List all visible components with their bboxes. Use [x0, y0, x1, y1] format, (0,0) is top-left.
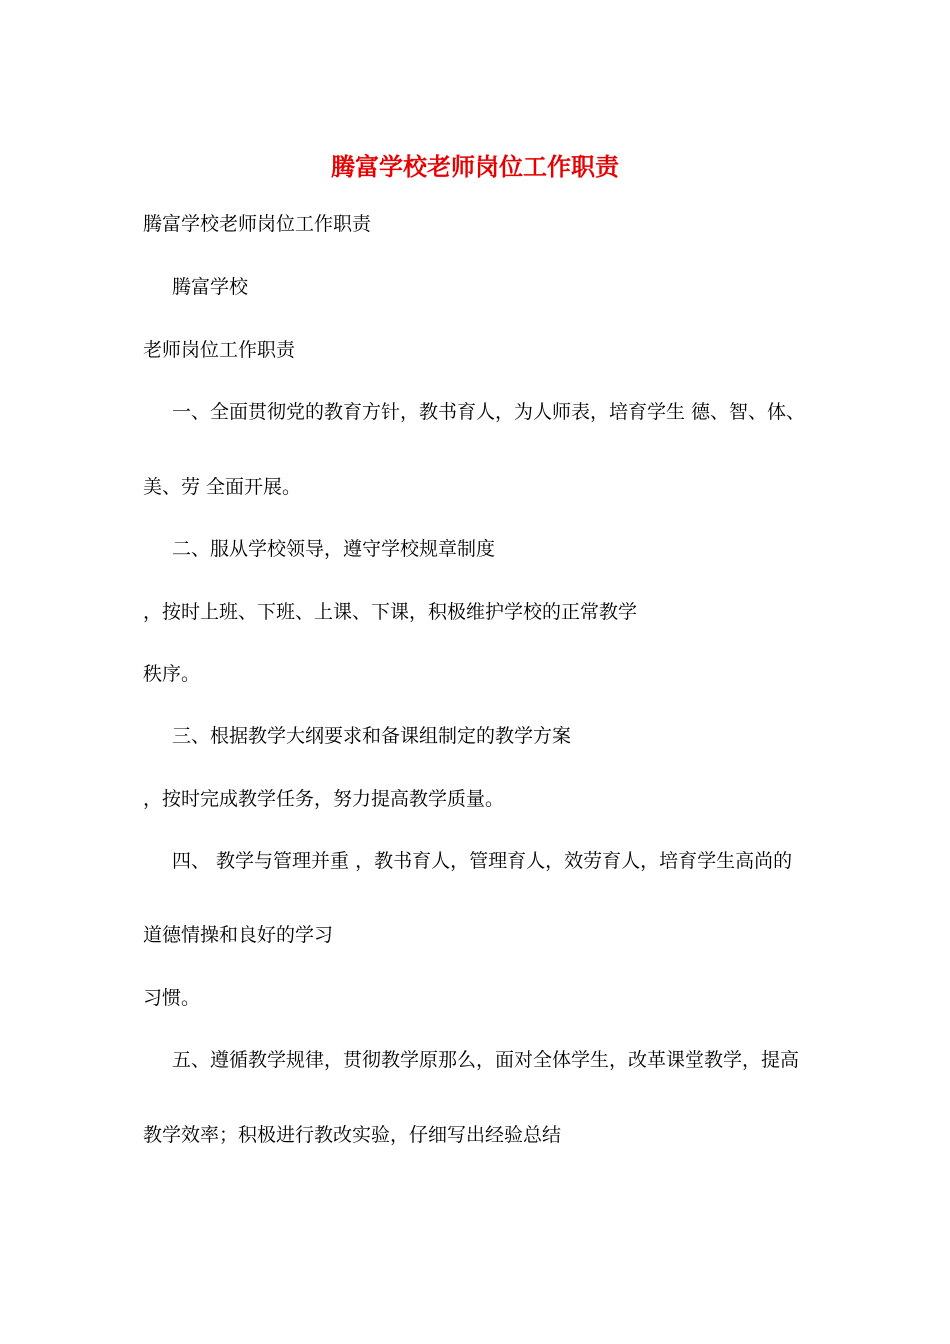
- text-line-11: 四、 教学与管理并重 ，教书育人，管理育人，效劳育人，培育学生高尚的: [172, 850, 793, 872]
- text-line-7: ，按时上班、下班、上课、下课，积极维护学校的正常教学: [143, 601, 638, 623]
- text-line-14: 五、遵循教学规律，贯彻教学原那么，面对全体学生，改革课堂教学，提高: [172, 1049, 800, 1071]
- text-line-6: 二、服从学校领导，遵守学校规章制度: [172, 538, 496, 560]
- text-line-10: ，按时完成教学任务，努力提高教学质量。: [143, 788, 505, 810]
- text-line-4: 一、全面贯彻党的教育方针，教书育人，为人师表，培育学生 德、智、体、: [172, 401, 806, 423]
- text-line-9: 三、根据教学大纲要求和备课组制定的教学方案: [172, 725, 572, 747]
- text-line-1: 腾富学校老师岗位工作职责: [143, 213, 372, 235]
- text-line-2: 腾富学校: [172, 276, 249, 298]
- text-line-12: 道德情操和良好的学习: [143, 924, 334, 946]
- text-line-8: 秩序。: [143, 663, 201, 685]
- document-title: 腾富学校老师岗位工作职责: [331, 152, 619, 181]
- text-line-13: 习惯。: [143, 987, 201, 1009]
- text-line-15: 教学效率；积极进行教改实验，仔细写出经验总结: [143, 1124, 562, 1146]
- text-line-3: 老师岗位工作职责: [143, 339, 296, 361]
- text-line-5: 美、劳 全面开展。: [143, 476, 302, 498]
